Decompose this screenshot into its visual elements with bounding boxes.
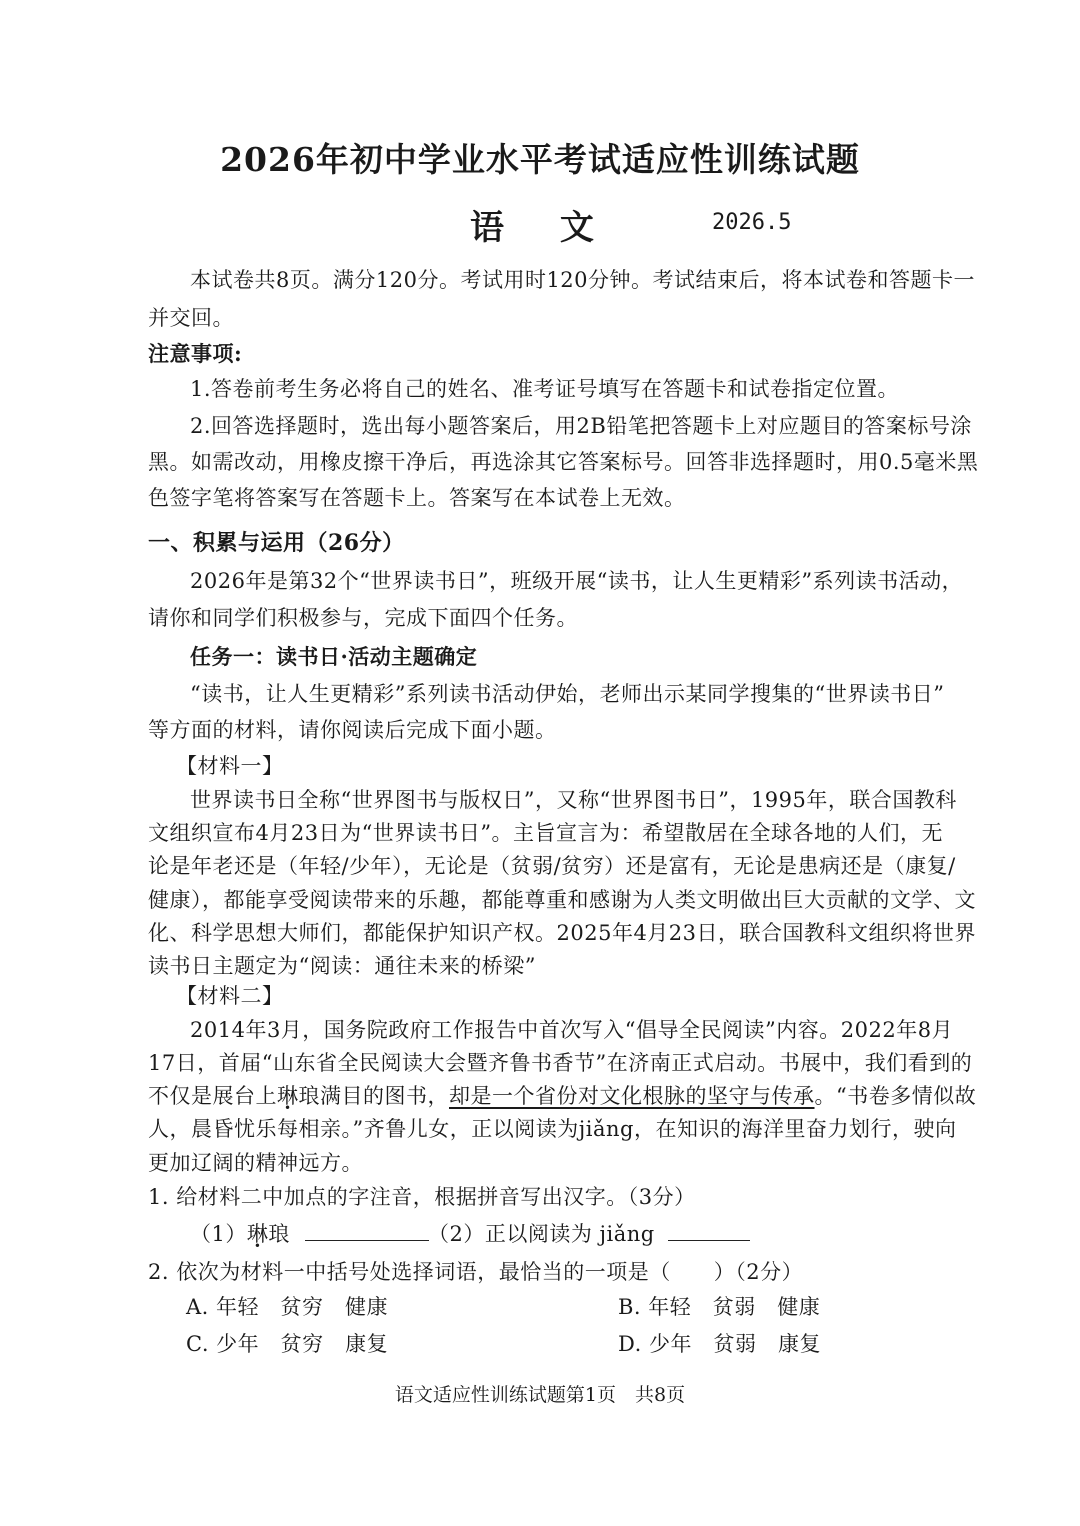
material-2-label: 【材料二】	[176, 984, 284, 1008]
question-1-stem: 1. 给材料二中加点的字注音，根据拼音写出汉字。（3分）	[148, 1185, 696, 1209]
question-1-part-1-label: （1）	[190, 1222, 247, 1246]
material-1-line-1: 世界读书日全称“世界图书与版权日”，又称“世界图书日”，1995年，联合国教科	[190, 788, 957, 812]
section-1-intro-line-2: 请你和同学们积极参与，完成下面四个任务。	[148, 606, 578, 630]
exam-date: 2026.5	[712, 210, 792, 235]
page-footer: 语文适应性训练试题第1页 共8页	[394, 1384, 686, 1406]
material-2-line-2: 17日，首届“山东省全民阅读大会暨齐鲁书香节”在济南正式启动。书展中，我们看到的	[148, 1051, 973, 1075]
material-1-line-4: 健康），都能享受阅读带来的乐趣，都能尊重和感谢为人类文明做出巨大贡献的文学、文	[148, 888, 976, 912]
material-1-label: 【材料一】	[176, 754, 284, 778]
task-1-line-2: 等方面的材料，请你阅读后完成下面小题。	[148, 718, 557, 742]
dotted-character: 琳	[277, 1084, 299, 1108]
answer-blank-2	[668, 1218, 750, 1241]
material-1-line-3: 论是年老还是（年轻/少年），无论是（贫弱/贫穷）还是富有，无论是患病还是（康复/	[148, 854, 956, 878]
option-a: A. 年轻 贫穷 健康	[186, 1295, 389, 1319]
material-1-line-2: 文组织宣布4月23日为“世界读书日”。主旨宣言为：希望散居在全球各地的人们，无	[148, 821, 944, 845]
material-2-line-3-part-a: 不仅是展台上	[148, 1084, 277, 1108]
material-1-line-6: 读书日主题定为“阅读：通往未来的桥梁”	[148, 954, 536, 978]
question-1-part-1-rest: 琅	[268, 1222, 290, 1246]
material-1-line-5: 化、科学思想大师们，都能保护知识产权。2025年4月23日，联合国教科文组织将世界	[148, 921, 977, 945]
question-1-dotted-character: 琳	[246, 1222, 269, 1246]
notes-item-2-line-2: 黑。如需改动，用橡皮擦干净后，再选涂其它答案标号。回答非选择题时，用0.5毫米黑	[148, 450, 979, 474]
intro-line-2: 并交回。	[148, 306, 234, 330]
task-1-line-1: “读书，让人生更精彩”系列读书活动伊始，老师出示某同学搜集的“世界读书日”	[190, 682, 945, 706]
option-c: C. 少年 贫穷 康复	[186, 1332, 389, 1356]
material-2-line-3-part-c: 。“书卷多情似故	[814, 1084, 977, 1108]
question-1-part-1	[190, 1218, 429, 1248]
exam-title: 2026年初中学业水平考试适应性训练试题	[220, 140, 860, 179]
notes-item-1: 1.答卷前考生务必将自己的姓名、准考证号填写在答题卡和试卷指定位置。	[190, 377, 900, 401]
intro-line-1: 本试卷共8页。满分120分。考试用时120分钟。考试结束后，将本试卷和答题卡一	[190, 268, 976, 292]
task-1-heading: 任务一：读书日·活动主题确定	[190, 644, 478, 669]
section-1-heading: 一、积累与运用（26分）	[148, 530, 405, 556]
material-2-line-3	[148, 1082, 976, 1110]
section-1-intro-line-1: 2026年是第32个“世界读书日”，班级开展“读书，让人生更精彩”系列读书活动，	[190, 569, 964, 593]
answer-blank-1	[305, 1218, 429, 1241]
option-d: D. 少年 贫弱 康复	[618, 1332, 821, 1356]
underlined-sentence: 却是一个省份对文化根脉的坚守与传承	[449, 1084, 815, 1108]
question-2-stem: 2. 依次为材料一中括号处选择词语，最恰当的一项是（ ）（2分）	[148, 1260, 804, 1284]
question-1-part-2	[428, 1218, 750, 1248]
notes-item-2-line-3: 色签字笔将答案写在答题卡上。答案写在本试卷上无效。	[148, 486, 686, 510]
notes-item-2-line-1: 2.回答选择题时，选出每小题答案后，用2B铅笔把答题卡上对应题目的答案标号涂	[190, 414, 972, 438]
material-2-line-4: 人，晨昏忧乐每相亲。”齐鲁儿女，正以阅读为jiǎng，在知识的海洋里奋力划行，驶向	[148, 1117, 957, 1141]
material-2-line-1: 2014年3月，国务院政府工作报告中首次写入“倡导全民阅读”内容。2022年8月	[190, 1018, 954, 1042]
subject-title: 语 文	[470, 208, 616, 248]
question-1-part-2-label: （2）正以阅读为 jiǎng	[428, 1222, 655, 1246]
material-2-line-3-part-b: 琅满目的图书，	[298, 1084, 449, 1108]
material-2-line-5: 更加辽阔的精神远方。	[148, 1151, 363, 1175]
option-b: B. 年轻 贫弱 健康	[618, 1295, 821, 1319]
notes-heading: 注意事项:	[148, 341, 243, 366]
